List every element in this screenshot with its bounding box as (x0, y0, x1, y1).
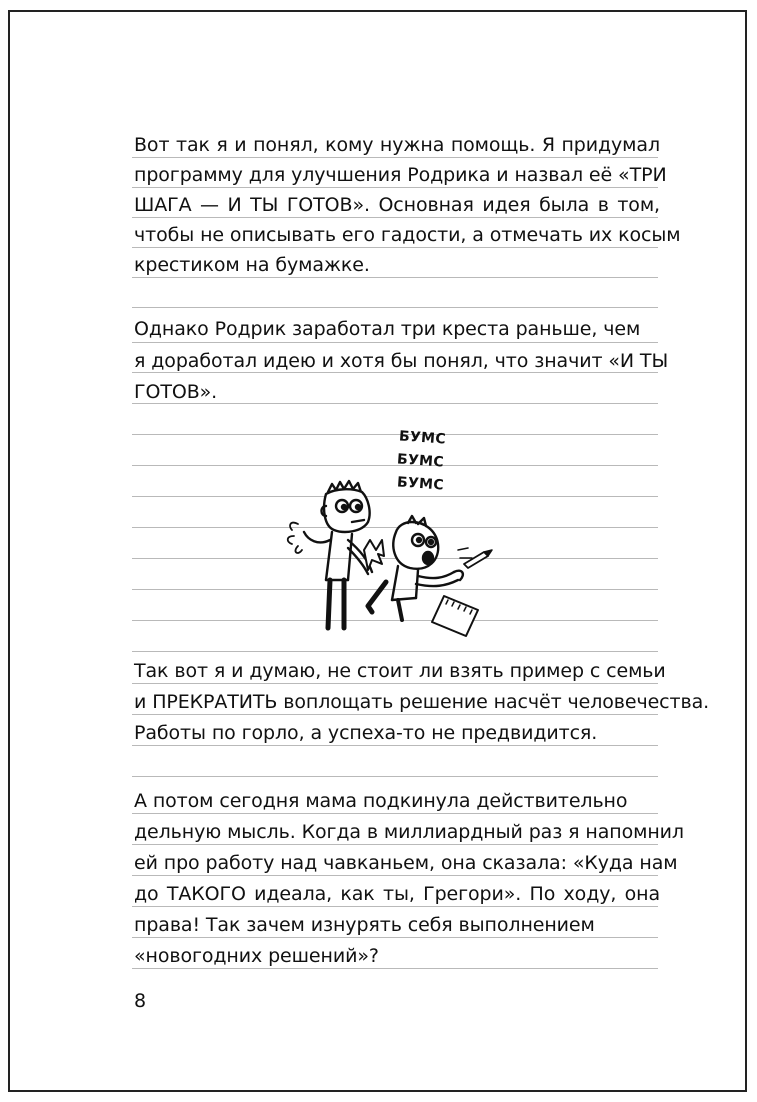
ruled-line (132, 434, 658, 435)
paragraph3-line: Так вот я и думаю, не стоит ли взять пример с семьи (134, 660, 666, 682)
ruled-line (132, 776, 658, 777)
sound-effect-text: БУМС (396, 474, 445, 494)
paragraph4-line: до ТАКОГО идеала, как ты, Грегори». По ходу, она (134, 883, 660, 905)
cartoon-illustration (268, 460, 498, 640)
paragraph4-line: ей про работу над чавканьем, она сказала: «Куда нам (134, 852, 678, 874)
pencil-drawing (464, 550, 492, 568)
paragraph4-line: права! Так зачем изнурять себя выполнением (134, 914, 595, 936)
paragraph3-line: Работы по горло, а успеха-то не предвидится. (134, 722, 598, 744)
paragraph4-line: дельную мысль. Когда в миллиардный раз я напомнил (134, 821, 684, 843)
sound-effect-text: БУМС (398, 428, 447, 448)
paragraph1-line: ШАГА — И ТЫ ГОТОВ». Основная идея была в том, (134, 194, 660, 216)
paragraph2-line: я доработал идею и хотя бы понял, что значит «И ТЫ (134, 350, 669, 372)
paragraph2-line: Однако Родрик заработал три креста раньше, чем (134, 318, 641, 340)
notebook-drawing (432, 596, 478, 636)
ruled-line (132, 651, 658, 652)
sound-effect-text: БУМС (396, 451, 445, 471)
rodrick-figure (288, 481, 372, 628)
paragraph1-line: крестиком на бумажке. (134, 254, 370, 276)
paragraph1-line: чтобы не описывать его гадости, а отмечать их косым (134, 224, 681, 246)
paragraph2-line: ГОТОВ». (134, 381, 218, 403)
paragraph1-line: программу для улучшения Родрика и назвал её «ТРИ (134, 164, 667, 186)
paragraph1-line: Вот так я и понял, кому нужна помощь. Я придумал (134, 134, 660, 156)
page-number: 8 (134, 990, 147, 1012)
ruled-line (132, 307, 658, 308)
paragraph3-line: и ПРЕКРАТИТЬ воплощать решение насчёт человечества. (134, 691, 710, 713)
paragraph4-line: А потом сегодня мама подкинула действительно (134, 790, 628, 812)
paragraph4-line: «новогодних решений»? (134, 945, 379, 967)
